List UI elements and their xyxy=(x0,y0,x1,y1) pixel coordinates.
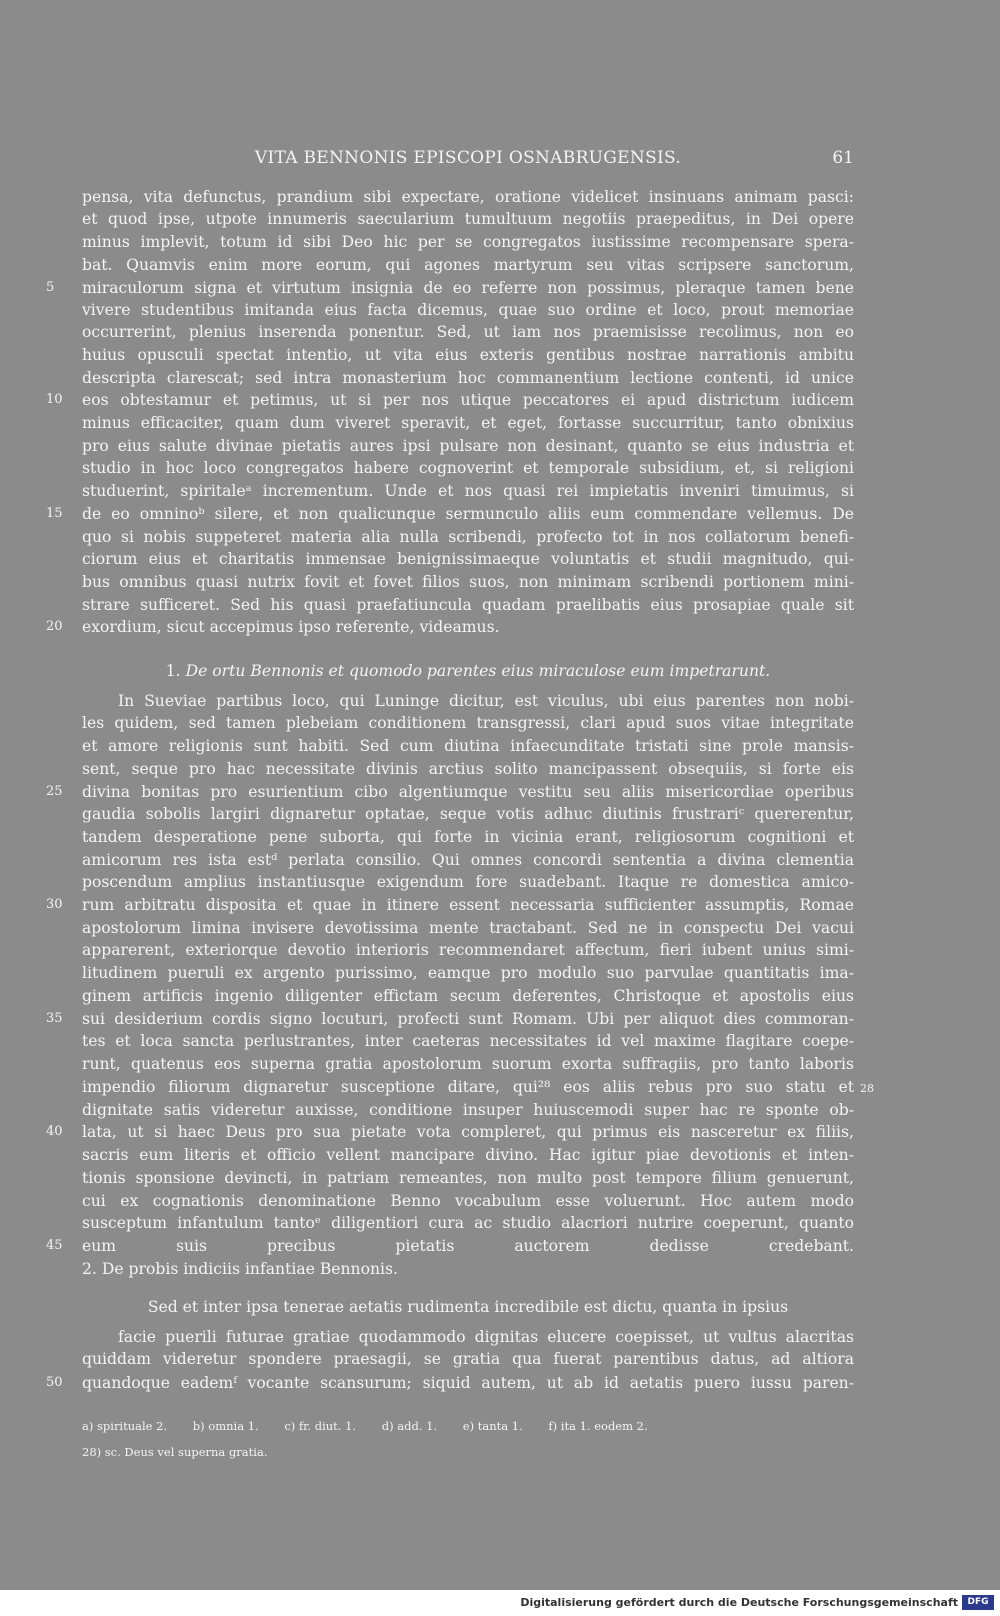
text-line: sui desiderium cordis signo locuturi, profecti sunt Romam. Ubi per aliquot dies commoran- xyxy=(82,1010,854,1028)
footnote-b: b) omnia 1. xyxy=(192,1419,259,1433)
text-line: tes et loca sancta perlustrantes, inter caeteras necessitates id vel maxime flagitare coepe- xyxy=(82,1032,854,1050)
text-line: vivere studentibus imitanda eius facta dicemus, quae suo ordine et loco, prout memoriae xyxy=(82,301,854,319)
line-number: 35 xyxy=(46,1011,63,1026)
text-line: bus omnibus quasi nutrix fovit et fovet filios suos, non minimam scribendi portionem mini- xyxy=(82,573,854,591)
text-line: litudinem pueruli ex argento purissimo, eamque pro modulo suo parvulae quantitatis ima- xyxy=(82,964,854,982)
text-line: occurrerint, plenius inserenda ponentur. Sed, ut iam nos praemisisse recolimus, non eo xyxy=(82,323,854,341)
line-number: 45 xyxy=(46,1238,63,1253)
text-line: susceptum infantulum tantoᵉ diligentiori cura ac studio alacriori nutrire coeperunt, quanto xyxy=(82,1214,854,1232)
dfg-logo: DFG xyxy=(962,1595,994,1610)
text-line: studio in hoc loco congregatos habere cognoverint et temporale subsidium, et, si religioni xyxy=(82,459,854,477)
text-line: les quidem, sed tamen plebeiam conditionem transgressi, clari apud suos vitae integritate xyxy=(82,714,854,732)
text-line: descripta clarescat; sed intra monasterium hoc commanentium lectione contenti, id unice xyxy=(82,369,854,387)
text-line: gaudia sobolis largiri dignaretur optatae, seque votis adhuc diutinis frustrariᶜ quererentur, xyxy=(82,805,854,823)
line-number: 30 xyxy=(46,897,63,912)
text-line: pensa, vita defunctus, prandium sibi expectare, oratione videlicet insinuans animam pasci: xyxy=(82,188,854,206)
text-line: huius opusculi spectat intentio, ut vita eius exteris gentibus nostrae narrationis ambitu xyxy=(82,346,854,364)
text-line: sacris eum literis et officio vellent mancipare divino. Hac igitur piae devotionis et inten- xyxy=(82,1146,854,1164)
text-line: ciorum eius et charitatis immensae benignissimaeque voluntatis et studii magnitudo, qui- xyxy=(82,550,854,568)
text-line: apostolorum limina invisere devotissima mente tractabant. Sed ne in conspectu Dei vacui xyxy=(82,919,854,937)
line-number: 20 xyxy=(46,619,63,634)
line-number: 5 xyxy=(46,280,55,295)
text-line: miraculorum signa et virtutum insignia de eo referre non possimus, pleraque tamen bene xyxy=(82,279,854,297)
text-line: impendio filiorum dignaretur susceptione ditare, qui²⁸ eos aliis rebus pro suo statu et xyxy=(82,1078,854,1096)
text-line: rum arbitratu disposita et quae in itinere essent necessaria sufficienter assumptis, Romae xyxy=(82,896,854,914)
text-line: eos obtestamur et petimus, ut si per nos utique peccatores ei apud districtum iudicem xyxy=(82,391,854,409)
text-line: facie puerili futurae gratiae quodammodo dignitas elucere coepisset, ut vultus alacritas xyxy=(118,1328,854,1346)
margin-note-marker: 28 xyxy=(860,1082,874,1095)
text-line: studuerint, spiritaleᵃ incrementum. Unde et nos quasi rei impietatis inveniri timuimus, si xyxy=(82,482,854,500)
line-number: 10 xyxy=(46,392,63,407)
line-number: 15 xyxy=(46,506,63,521)
text-line: tionis sponsione devincti, in patriam remeantes, non multo post tempore filium genuerunt, xyxy=(82,1169,854,1187)
section-heading xyxy=(82,660,854,682)
footnote-d: d) add. 1. xyxy=(381,1419,438,1433)
footer-bar xyxy=(0,1590,1000,1616)
text-line: 2. De probis indiciis infantiae Bennonis. xyxy=(82,1260,398,1278)
footnote-a: a) spirituale 2. xyxy=(82,1419,168,1433)
line-number: 25 xyxy=(46,784,63,799)
running-title: VITA BENNONIS EPISCOPI OSNABRUGENSIS. xyxy=(254,148,682,168)
section-number: 1. xyxy=(165,662,186,680)
text-line: de eo omninoᵇ silere, et non qualicunque sermunculo aliis eum commendare vellemus. De xyxy=(82,505,854,523)
text-line: eum suis precibus pietatis auctorem dedisse credebant. xyxy=(82,1237,854,1255)
text-line: divina bonitas pro esurientium cibo algentiumque vestitu seu aliis misericordiae operibus xyxy=(82,783,854,801)
text-line: apparerent, exteriorque devotio interioris recommendaret affectum, fieri iubent unius simi- xyxy=(82,941,854,959)
text-line: quiddam videretur spondere praesagii, se gratia qua fuerat parentibus datus, ad altiora xyxy=(82,1350,854,1368)
text-line: runt, quatenus eos superna gratia apostolorum suorum exorta suffragiis, pro tanto laboris xyxy=(82,1055,854,1073)
text-line: et amore religionis sunt habiti. Sed cum diutina infaecunditate tristati sine prole mansis- xyxy=(82,737,854,755)
footnote-28: 28) sc. Deus vel superna gratia. xyxy=(82,1445,268,1459)
line-number: 40 xyxy=(46,1124,63,1139)
text-line: sent, seque pro hac necessitate divinis arctius solito mancipassent obsequiis, si forte eis xyxy=(82,760,854,778)
footnotes-line xyxy=(82,1416,854,1436)
text-line: et quod ipse, utpote innumeris saecularium tumultuum negotiis praepeditus, in Dei opere xyxy=(82,210,854,228)
section-title: De ortu Bennonis et quomodo parentes eius miraculose eum impetrarunt. xyxy=(185,662,771,680)
text-line: minus efficaciter, quam dum viveret speravit, et eget, fortasse succurritur, tanto obnixius xyxy=(82,414,854,432)
text-line: In Sueviae partibus loco, qui Luninge dicitur, est viculus, ubi eius parentes non nobi- xyxy=(118,692,854,710)
text-line: quandoque eademᶠ vocante scansurum; siquid autem, ut ab id aetatis puero iussu paren- xyxy=(82,1374,854,1392)
text-line: amicorum res ista estᵈ perlata consilio. Qui omnes concordi sententia a divina clementia xyxy=(82,851,854,869)
text-line: cui ex cognationis denominatione Benno vocabulum esse voluerunt. Hoc autem modo xyxy=(82,1192,854,1210)
line-number: 50 xyxy=(46,1375,63,1390)
text-line: poscendum amplius instantiusque exigendum fore suadebant. Itaque re domestica amico- xyxy=(82,873,854,891)
text-line: dignitate satis videretur auxisse, conditione insuper huiuscemodi super hac re sponte ob- xyxy=(82,1101,854,1119)
footnote-e: e) tanta 1. xyxy=(462,1419,523,1433)
section-heading: Sed et inter ipsa tenerae aetatis rudimenta incredibile est dictu, quanta in ipsius xyxy=(147,1298,789,1316)
text-line: strare sufficeret. Sed his quasi praefatiuncula quadam praelibatis eius prosapiae quale sit xyxy=(82,596,854,614)
text-line: tandem desperatione pene suborta, qui forte in vicinia erant, religiosorum cognitioni et xyxy=(82,828,854,846)
text-line: ginem artificis ingenio diligenter effictam secum deferentes, Christoque et apostolis eius xyxy=(82,987,854,1005)
text-line: minus implevit, totum id sibi Deo hic per se congregatos iustissime recompensare spera- xyxy=(82,233,854,251)
footnote-c: c) fr. diut. 1. xyxy=(284,1419,357,1433)
footnote-f: f) ita 1. eodem 2. xyxy=(548,1419,648,1433)
text-line: bat. Quamvis enim more eorum, qui agones martyrum seu vitas scripsere sanctorum, xyxy=(82,256,854,274)
text-line: lata, ut si haec Deus pro sua pietate vota compleret, qui primus eis nasceretur ex filiis, xyxy=(82,1123,854,1141)
running-header xyxy=(82,148,854,170)
text-line: exordium, sicut accepimus ipso referente, videamus. xyxy=(82,618,500,636)
footer-credit: Digitalisierung gefördert durch die Deutsche Forschungsgemeinschaft xyxy=(520,1596,958,1609)
text-line: quo si nobis suppeteret materia alia nulla scribendi, profecto tot in nos collatorum benefi- xyxy=(82,528,854,546)
page-number: 61 xyxy=(832,148,854,168)
text-line: pro eius salute divinae pietatis aures ipsi pulsare non desinant, quanto se eius industria et xyxy=(82,437,854,455)
